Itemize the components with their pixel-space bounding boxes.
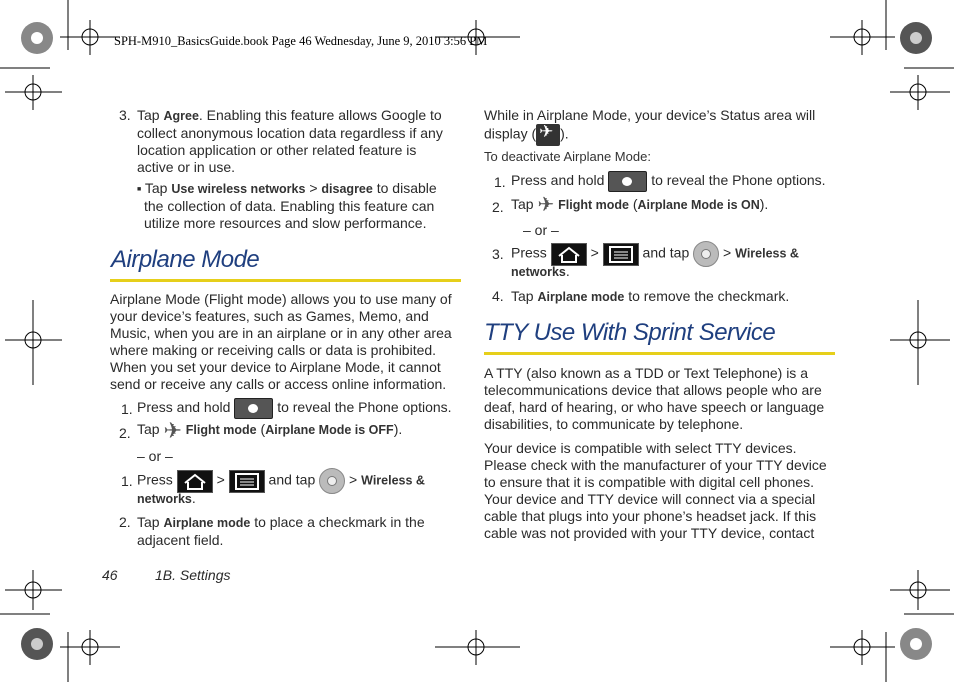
step-text: Press and hold [137, 399, 231, 416]
step-1 [137, 398, 452, 419]
step-2 [137, 417, 403, 443]
paragraph-line: deaf, hard of hearing, or who have speech or language [484, 399, 825, 415]
r-step-2 [511, 193, 769, 216]
step-text: Press and hold [511, 172, 605, 189]
airplane-mode-paragraph [110, 291, 470, 393]
step-3-line: collect anonymous location data regardless if any [137, 125, 443, 141]
step-2b [137, 514, 467, 549]
paren: ( [260, 421, 266, 437]
paragraph-line: Please check with the manufacturer of your TTY device [484, 457, 827, 473]
r-step-2-number: 2. [492, 199, 504, 215]
step-3 [137, 107, 467, 176]
step-text: Tap [137, 421, 160, 437]
paragraph-line: your device’s features, such as Games, Memo, and [110, 308, 429, 324]
step-2-number: 2. [119, 425, 131, 441]
use-wireless-networks-option: Use wireless networks [171, 182, 306, 196]
bullet-line: utilize more resources and slow performance. [144, 215, 427, 231]
end-call-key-icon [608, 171, 647, 192]
arrow-separator: > [590, 244, 599, 261]
paragraph-line: Your device and TTY device will connect via a special [484, 491, 816, 507]
r-step-4 [511, 288, 789, 306]
wireless-networks-option: networks [511, 265, 566, 279]
paragraph-text: display ( [484, 125, 537, 142]
step-line: adjacent field. [137, 532, 224, 548]
tty-paragraph-1 [484, 365, 844, 433]
r-step-3-number: 3. [492, 246, 504, 262]
print-header: SPH-M910_BasicsGuide.book Page 46 Wednesday, June 9, 2010 3:56 PM [114, 34, 488, 48]
step-3-text: . Enabling this feature allows Google to [198, 107, 442, 123]
tty-paragraph-2 [484, 440, 844, 542]
step-1b-number: 1. [121, 473, 133, 489]
r-step-4-number: 4. [492, 288, 504, 304]
step-text: Tap [511, 288, 534, 304]
end-call-key-icon [234, 398, 273, 419]
step-3-line: active or in use. [137, 159, 236, 175]
airplane-icon: ✈ [537, 193, 555, 216]
airplane-off-icon: ✈ [163, 417, 182, 443]
wireless-networks-option: networks [137, 492, 192, 506]
paragraph-line: where making or receiving calls or data is prohibited. [110, 342, 437, 358]
airplane-status-icon: ✈ [536, 124, 560, 146]
paragraph-line: send or receive any calls or access online information. [110, 376, 447, 392]
paragraph-line: Your device is compatible with select TTY devices. [484, 440, 797, 456]
step-text: to place a checkmark in the [254, 514, 425, 530]
step-2b-number: 2. [119, 514, 131, 530]
r-step-1 [511, 171, 826, 192]
arrow-separator: > [349, 471, 358, 488]
heading-rule [110, 279, 461, 282]
page-number: 46 [102, 567, 118, 583]
step-text: Press [511, 244, 547, 261]
bullet-icon: ■ [137, 185, 142, 193]
r-step-1-number: 1. [494, 174, 506, 190]
wireless-networks-option: Wireless & [735, 246, 799, 261]
step-text: and tap [642, 244, 690, 261]
menu-key-icon [229, 470, 265, 493]
airplane-mode-option: Airplane mode [163, 516, 251, 530]
step-1-number: 1. [121, 401, 133, 417]
flight-mode-option: Flight mode [185, 423, 257, 437]
step-text: Press [137, 471, 173, 488]
paren: ). [393, 421, 403, 437]
settings-gear-icon [319, 468, 345, 494]
r-step-3-cont [511, 263, 570, 281]
step-3-number: 3. [119, 107, 131, 123]
step-3-tap: Tap [137, 107, 160, 123]
step-text: to reveal the Phone options. [651, 172, 826, 189]
settings-gear-icon [693, 241, 719, 267]
paragraph-line: telecommunications device that allows people who are [484, 382, 822, 398]
tty-heading: TTY Use With Sprint Service [484, 319, 776, 346]
step-text: to remove the checkmark. [628, 288, 790, 304]
paragraph-line: Airplane Mode (Flight mode) allows you to use many of [110, 291, 452, 307]
step-text: Tap [511, 196, 534, 212]
arrow-separator: > [309, 180, 318, 196]
paragraph-line: disabilities, to communicate by telephone. [484, 416, 744, 432]
or-separator: – or – [137, 448, 173, 464]
wireless-networks-option: Wireless & [361, 473, 425, 488]
step-1b-cont [137, 490, 196, 508]
heading-rule [484, 352, 835, 355]
step-text: and tap [268, 471, 316, 488]
period: . [191, 490, 196, 506]
paragraph-line: cable that plugs into your phone’s headset jack. If this [484, 508, 817, 524]
airplane-mode-off-label: Airplane Mode is OFF [265, 423, 394, 437]
paragraph-line: A TTY (also known as a TDD or Text Telephone) is a [484, 365, 808, 381]
airplane-status-paragraph [484, 107, 844, 146]
paragraph-line: Music, when you are in an airplane or in any other area [110, 325, 452, 341]
arrow-separator: > [723, 244, 732, 261]
paragraph-line: to ensure that it is compatible with digital cell phones. [484, 474, 814, 490]
paren: ( [632, 196, 638, 212]
airplane-mode-option: Airplane mode [537, 290, 625, 304]
flight-mode-option: Flight mode [558, 198, 629, 212]
bullet-text: to disable [376, 180, 437, 196]
airplane-mode-on-label: Airplane Mode is ON [637, 198, 760, 212]
airplane-mode-heading: Airplane Mode [111, 246, 260, 273]
bullet-tap: Tap [144, 180, 168, 196]
step-3-line: location application or other related feature is [137, 142, 417, 158]
paragraph-line: When you set your device to Airplane Mode, it cannot [110, 359, 441, 375]
arrow-separator: > [216, 471, 225, 488]
paragraph-line: While in Airplane Mode, your device’s Status area will [484, 107, 816, 123]
period: . [565, 263, 570, 279]
step-text: to reveal the Phone options. [277, 399, 452, 416]
section-name: 1B. Settings [155, 567, 231, 583]
step-text: Tap [137, 514, 160, 530]
bullet-item [137, 180, 467, 232]
or-separator: – or – [523, 222, 559, 238]
disagree-option: disagree [321, 182, 373, 196]
bullet-line: the collection of data. Enabling this feature can [144, 198, 435, 214]
menu-key-icon [603, 243, 639, 266]
paragraph-text: ). [560, 125, 569, 142]
agree-option: Agree [163, 109, 199, 123]
paren: ). [759, 196, 769, 212]
paragraph-line: cable was not provided with your TTY device, contact [484, 525, 815, 541]
deactivate-subheading: To deactivate Airplane Mode: [484, 149, 651, 164]
